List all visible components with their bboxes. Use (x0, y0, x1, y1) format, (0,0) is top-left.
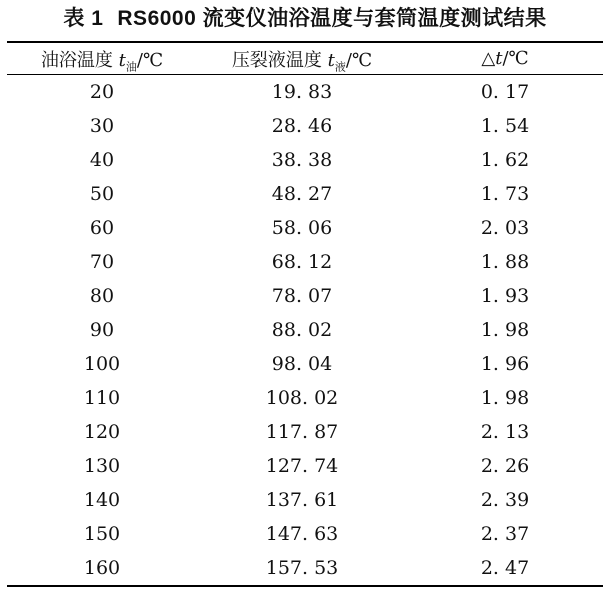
table-number: 表 1 (63, 7, 104, 30)
table-cell: 2. 26 (480, 455, 530, 477)
paper-table-figure (0, 5, 610, 599)
table-cell: 2. 03 (480, 217, 530, 239)
table-row (7, 551, 603, 586)
table-cell: 2. 13 (480, 421, 530, 443)
table-cell: 117. 87 (265, 421, 339, 443)
table-header (7, 42, 603, 75)
table-cell: 140 (83, 489, 121, 511)
table-header-row (7, 42, 603, 75)
table-cell: 60 (89, 217, 115, 239)
table-cell: 137. 61 (265, 489, 339, 511)
table-cell: 1. 54 (480, 115, 530, 137)
table-cell: 1. 62 (480, 149, 530, 171)
table-row (7, 381, 603, 415)
variable-subscript: 液 (334, 60, 346, 74)
table-row (7, 75, 603, 110)
variable-symbol: t (495, 48, 503, 69)
table-cell: 1. 88 (480, 251, 530, 273)
table-cell: 30 (89, 115, 115, 137)
header-text: 压裂液温度 (231, 49, 328, 71)
col-header-delta-t (407, 42, 603, 75)
table-cell: 2. 47 (480, 557, 530, 579)
table-cell: 28. 46 (271, 115, 333, 137)
table-row (7, 143, 603, 177)
table-cell: 2. 37 (480, 523, 530, 545)
table-cell: 98. 04 (271, 353, 333, 375)
header-unit: /℃ (345, 49, 373, 71)
col-header-oil-bath-temp (7, 42, 197, 75)
table-cell: 1. 96 (480, 353, 530, 375)
header-unit: /℃ (502, 48, 529, 69)
table-cell: 1. 73 (480, 183, 530, 205)
table-cell: 78. 07 (271, 285, 333, 307)
table-cell: 130 (83, 455, 121, 477)
delta-symbol: △ (481, 48, 496, 69)
table-row (7, 483, 603, 517)
table-row (7, 279, 603, 313)
variable-symbol: t (327, 49, 335, 71)
table-row (7, 109, 603, 143)
table-row (7, 245, 603, 279)
header-text: 油浴温度 (40, 49, 119, 71)
table-cell: 110 (83, 387, 121, 409)
results-table (7, 41, 603, 587)
table-cell: 70 (89, 251, 115, 273)
table-cell: 150 (83, 523, 121, 545)
table-cell: 147. 63 (265, 523, 339, 545)
table-cell: 0. 17 (480, 81, 530, 103)
table-body (7, 75, 603, 587)
variable-subscript: 油 (125, 60, 137, 74)
header-unit: /℃ (136, 49, 164, 71)
table-row (7, 347, 603, 381)
table-cell: 50 (89, 183, 115, 205)
table-cell: 160 (83, 557, 121, 579)
table-row (7, 211, 603, 245)
table-cell: 1. 93 (480, 285, 530, 307)
table-row (7, 517, 603, 551)
col-header-fluid-temp (197, 42, 407, 75)
variable-symbol: t (118, 49, 126, 71)
table-row (7, 415, 603, 449)
table-row (7, 449, 603, 483)
table-caption (0, 5, 610, 33)
table-cell: 157. 53 (265, 557, 339, 579)
table-row (7, 313, 603, 347)
table-cell: 2. 39 (480, 489, 530, 511)
table-cell: 19. 83 (271, 81, 333, 103)
table-cell: 68. 12 (271, 251, 333, 273)
table-cell: 127. 74 (265, 455, 339, 477)
table-cell: 48. 27 (271, 183, 333, 205)
table-row (7, 177, 603, 211)
table-cell: 58. 06 (271, 217, 333, 239)
table-cell: 1. 98 (480, 319, 530, 341)
table-cell: 1. 98 (480, 387, 530, 409)
table-cell: 20 (89, 81, 115, 103)
table-cell: 40 (89, 149, 115, 171)
table-cell: 90 (89, 319, 115, 341)
table-cell: 38. 38 (271, 149, 333, 171)
table-cell: 120 (83, 421, 121, 443)
table-cell: 80 (89, 285, 115, 307)
table-cell: 88. 02 (271, 319, 333, 341)
table-cell: 108. 02 (265, 387, 339, 409)
table-cell: 100 (83, 353, 121, 375)
table-title-text: RS6000 流变仪油浴温度与套筒温度测试结果 (117, 7, 547, 30)
